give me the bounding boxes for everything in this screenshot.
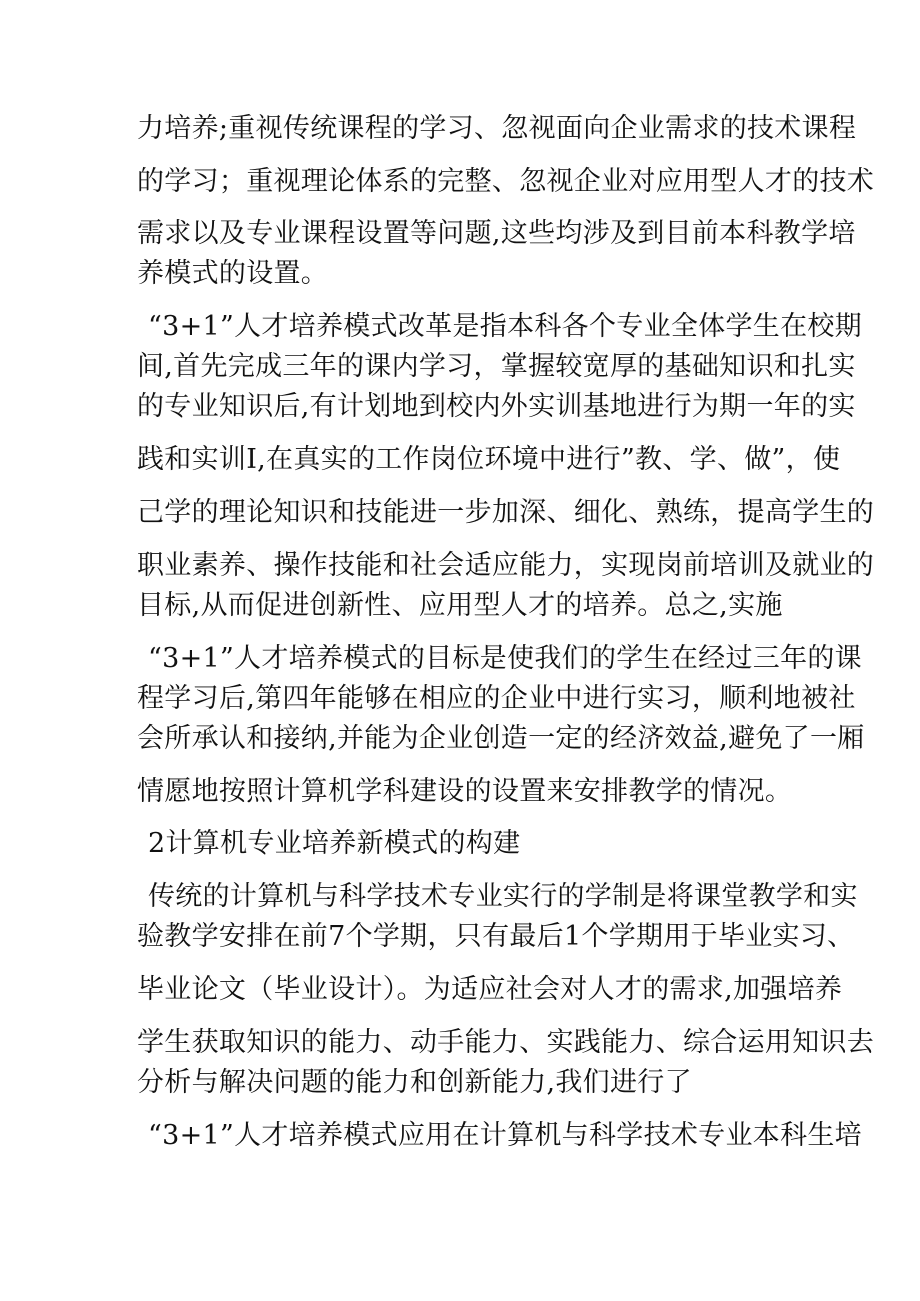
text-line: 验教学安排在前7个学期，只有最后1个学期用于毕业实习、 [137, 921, 855, 952]
text-line: “3+1”人才培养模式的目标是使我们的学生在经过三年的课 [148, 643, 862, 674]
text-line: 会所承认和接纳,并能为企业创造一定的经济效益,避免了一厢 [137, 723, 865, 754]
text-line: 养模式的设置。 [137, 258, 329, 289]
text-line: 情愿地按照计算机学科建设的设置来安排教学的情况。 [137, 776, 793, 807]
text-line: 间,首先完成三年的课内学习，掌握较宽厚的基础知识和扎实 [137, 351, 856, 382]
text-line: 力培养;重视传统课程的学习、忽视面向企业需求的技术课程 [137, 113, 857, 144]
text-line: “3+1”人才培养模式改革是指本科各个专业全体学生在校期 [148, 311, 862, 342]
text-line: “3+1”人才培养模式应用在计算机与科学技术专业本科生培 [148, 1120, 862, 1151]
text-line: 己学的理论知识和技能进一步加深、细化、熟练，提高学生的 [137, 497, 875, 528]
text-line: 学生获取知识的能力、动手能力、实践能力、综合运用知识去 [137, 1027, 875, 1058]
text-line: 需求以及专业课程设置等问题,这些均涉及到目前本科教学培 [137, 218, 856, 249]
text-line: 职业素养、操作技能和社会适应能力，实现岗前培训及就业的 [137, 550, 875, 581]
section-heading: 2计算机专业培养新模式的构建 [148, 828, 521, 859]
text-line: 的专业知识后,有计划地到校内外实训基地进行为期一年的实 [137, 391, 856, 422]
text-line: 传统的计算机与科学技术专业实行的学制是将课堂教学和实 [148, 881, 858, 912]
text-line: 目标,从而促进创新性、应用型人才的培养。总之,实施 [137, 590, 783, 621]
text-line: 分析与解决问题的能力和创新能力,我们进行了 [137, 1067, 692, 1098]
text-line: 程学习后,第四年能够在相应的企业中进行实习，顺利地被社 [137, 683, 856, 714]
text-line: 的学习；重视理论体系的完整、忽视企业对应用型人才的技术 [137, 166, 875, 197]
text-line: 毕业论文（毕业设计）。为适应社会对人才的需求,加强培养 [137, 974, 843, 1005]
text-line: 践和实训I,在真实的工作岗位环境中进行”教、学、做”，使 [137, 444, 841, 475]
